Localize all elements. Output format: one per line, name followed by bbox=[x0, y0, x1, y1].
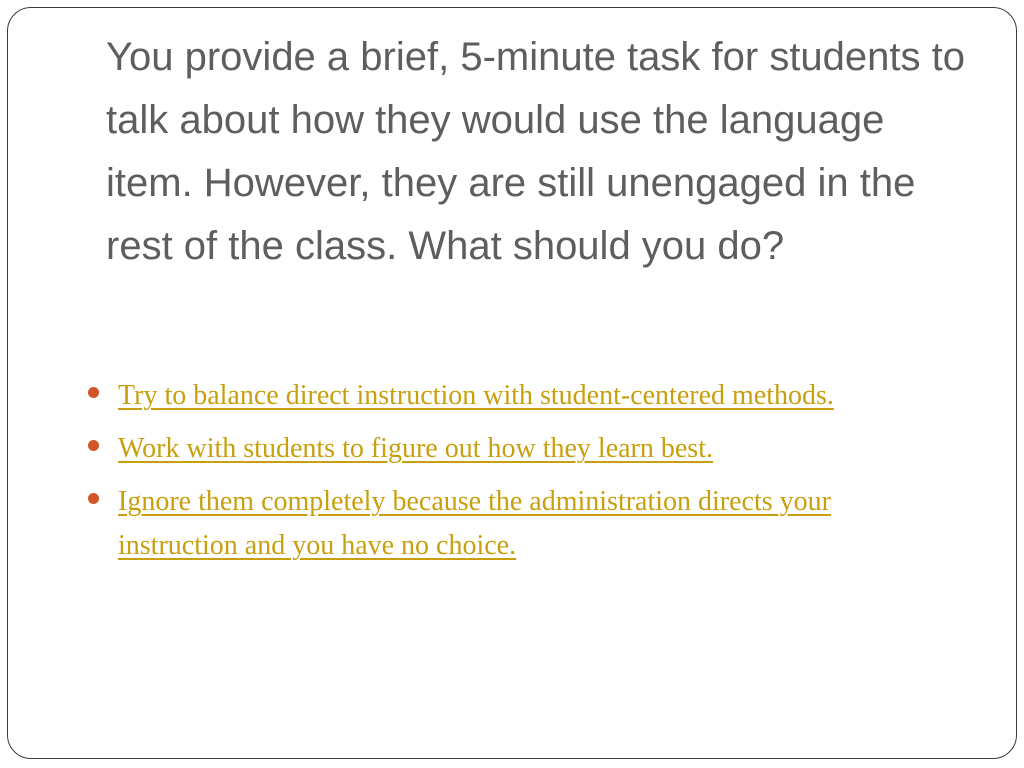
answer-options-list bbox=[88, 374, 928, 577]
answer-option-link-3[interactable]: Ignore them completely because the administration directs your instruction and you have no choice. bbox=[118, 486, 831, 561]
slide-title: You provide a brief, 5-minute task for students to talk about how they would use the language item. However, they are still unengaged in the rest of the class. What should you do? bbox=[106, 35, 966, 268]
answer-option bbox=[88, 480, 928, 568]
answer-option bbox=[88, 374, 928, 418]
answer-option bbox=[88, 427, 928, 471]
answer-option-link-1[interactable]: Try to balance direct instruction with student-centered methods. bbox=[118, 380, 834, 411]
bullet-dot-icon bbox=[88, 387, 99, 398]
bullet-dot-icon bbox=[88, 440, 99, 451]
answer-option-link-2[interactable]: Work with students to figure out how they learn best. bbox=[118, 433, 713, 464]
bullet-dot-icon bbox=[88, 493, 99, 504]
